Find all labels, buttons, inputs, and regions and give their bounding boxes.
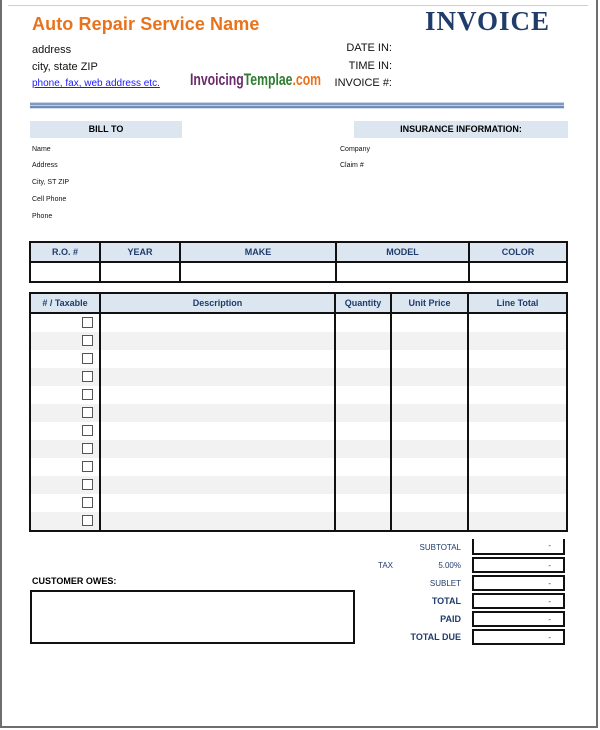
total-due-value: - bbox=[472, 629, 565, 645]
unit-price-cell[interactable] bbox=[391, 422, 468, 440]
taxable-checkbox[interactable] bbox=[82, 461, 93, 472]
description-cell[interactable] bbox=[100, 404, 335, 422]
quantity-cell[interactable] bbox=[335, 476, 391, 494]
taxable-cell[interactable] bbox=[30, 476, 100, 494]
line-items-header bbox=[30, 293, 567, 313]
taxable-cell[interactable] bbox=[30, 404, 100, 422]
company-name: Auto Repair Service Name bbox=[32, 14, 260, 34]
invoice-number-label: INVOICE #: bbox=[334, 77, 392, 89]
line-total-cell[interactable] bbox=[468, 386, 567, 404]
taxable-cell[interactable] bbox=[30, 458, 100, 476]
paid-label: PAID bbox=[440, 614, 461, 624]
line-item-row bbox=[30, 368, 567, 386]
description-cell[interactable] bbox=[100, 350, 335, 368]
quantity-cell[interactable] bbox=[335, 458, 391, 476]
bill-to-city-st-zip: City, ST ZIP bbox=[32, 179, 70, 186]
line-total-cell[interactable] bbox=[468, 440, 567, 458]
line-item-row bbox=[30, 512, 567, 531]
description-cell[interactable] bbox=[100, 512, 335, 531]
taxable-cell[interactable] bbox=[30, 350, 100, 368]
description-cell[interactable] bbox=[100, 422, 335, 440]
description-cell[interactable] bbox=[100, 476, 335, 494]
line-item-row bbox=[30, 476, 567, 494]
taxable-cell[interactable] bbox=[30, 313, 100, 332]
col-make: MAKE bbox=[180, 242, 336, 262]
subtotal-value: - bbox=[472, 539, 565, 555]
line-total-cell[interactable] bbox=[468, 512, 567, 531]
bill-to-cell-phone: Cell Phone bbox=[32, 196, 67, 203]
vehicle-table-header bbox=[30, 242, 567, 262]
col-color: COLOR bbox=[469, 242, 567, 262]
bill-to-phone: Phone bbox=[32, 213, 53, 220]
unit-price-cell[interactable] bbox=[391, 494, 468, 512]
quantity-cell[interactable] bbox=[335, 313, 391, 332]
color-cell[interactable] bbox=[469, 262, 567, 282]
bill-to-address: Address bbox=[32, 162, 58, 169]
taxable-checkbox[interactable] bbox=[82, 515, 93, 526]
vehicle-table bbox=[29, 241, 568, 283]
quantity-cell[interactable] bbox=[335, 350, 391, 368]
time-in-label: TIME IN: bbox=[348, 60, 392, 72]
unit-price-cell[interactable] bbox=[391, 350, 468, 368]
line-item-row bbox=[30, 386, 567, 404]
taxable-checkbox[interactable] bbox=[82, 479, 93, 490]
date-in-label: DATE IN: bbox=[346, 42, 392, 54]
description-cell[interactable] bbox=[100, 386, 335, 404]
quantity-cell[interactable] bbox=[335, 404, 391, 422]
taxable-cell[interactable] bbox=[30, 422, 100, 440]
subtotal-label: SUBTOTAL bbox=[419, 543, 461, 552]
description-cell[interactable] bbox=[100, 458, 335, 476]
taxable-cell[interactable] bbox=[30, 512, 100, 531]
taxable-checkbox[interactable] bbox=[82, 407, 93, 418]
line-total-cell[interactable] bbox=[468, 332, 567, 350]
taxable-cell[interactable] bbox=[30, 386, 100, 404]
taxable-cell[interactable] bbox=[30, 368, 100, 386]
customer-owes-box[interactable] bbox=[30, 590, 355, 644]
tax-label: TAX bbox=[378, 561, 393, 570]
bill-to-name: Name bbox=[32, 146, 51, 153]
line-item-row bbox=[30, 458, 567, 476]
col-ro-number: R.O. # bbox=[30, 242, 100, 262]
taxable-checkbox[interactable] bbox=[82, 389, 93, 400]
description-cell[interactable] bbox=[100, 332, 335, 350]
ro-number-cell[interactable] bbox=[30, 262, 100, 282]
line-total-cell[interactable] bbox=[468, 494, 567, 512]
logo-part-templae: Templae bbox=[243, 70, 293, 89]
line-item-row bbox=[30, 494, 567, 512]
bill-to-heading: BILL TO bbox=[30, 121, 182, 138]
col-model: MODEL bbox=[336, 242, 469, 262]
taxable-cell[interactable] bbox=[30, 332, 100, 350]
total-value: - bbox=[472, 593, 565, 609]
col-year: YEAR bbox=[100, 242, 180, 262]
logo-part-invoicing: Invoicing bbox=[190, 70, 244, 89]
make-cell[interactable] bbox=[180, 262, 336, 282]
line-item-row bbox=[30, 422, 567, 440]
taxable-cell[interactable] bbox=[30, 440, 100, 458]
header-divider-stripe bbox=[30, 102, 564, 109]
line-total-cell[interactable] bbox=[468, 350, 567, 368]
unit-price-cell[interactable] bbox=[391, 313, 468, 332]
quantity-cell[interactable] bbox=[335, 368, 391, 386]
total-due-label: TOTAL DUE bbox=[410, 632, 461, 642]
unit-price-cell[interactable] bbox=[391, 512, 468, 531]
taxable-checkbox[interactable] bbox=[82, 335, 93, 346]
company-address: address bbox=[32, 44, 72, 56]
taxable-checkbox[interactable] bbox=[82, 317, 93, 328]
quantity-cell[interactable] bbox=[335, 332, 391, 350]
tax-value: - bbox=[472, 557, 565, 573]
unit-price-cell[interactable] bbox=[391, 368, 468, 386]
line-item-row bbox=[30, 440, 567, 458]
logo-part-com: .com bbox=[292, 70, 322, 89]
description-cell[interactable] bbox=[100, 440, 335, 458]
col-quantity: Quantity bbox=[335, 293, 391, 313]
quantity-cell[interactable] bbox=[335, 494, 391, 512]
quantity-cell[interactable] bbox=[335, 440, 391, 458]
description-cell[interactable] bbox=[100, 494, 335, 512]
line-total-cell[interactable] bbox=[468, 313, 567, 332]
col-description: Description bbox=[100, 293, 335, 313]
quantity-cell[interactable] bbox=[335, 512, 391, 531]
unit-price-cell[interactable] bbox=[391, 458, 468, 476]
taxable-checkbox[interactable] bbox=[82, 425, 93, 436]
sublet-value[interactable]: - bbox=[472, 575, 565, 591]
contact-link[interactable]: phone, fax, web address etc. bbox=[32, 78, 160, 89]
insurance-company: Company bbox=[340, 146, 370, 153]
description-cell[interactable] bbox=[100, 313, 335, 332]
tax-rate[interactable]: 5.00% bbox=[438, 561, 461, 570]
vehicle-row bbox=[30, 262, 567, 282]
unit-price-cell[interactable] bbox=[391, 440, 468, 458]
paid-value[interactable]: - bbox=[472, 611, 565, 627]
taxable-checkbox[interactable] bbox=[82, 497, 93, 508]
unit-price-cell[interactable] bbox=[391, 476, 468, 494]
col-line-total: Line Total bbox=[468, 293, 567, 313]
line-total-cell[interactable] bbox=[468, 404, 567, 422]
description-cell[interactable] bbox=[100, 368, 335, 386]
unit-price-cell[interactable] bbox=[391, 404, 468, 422]
invoice-title: INVOICE bbox=[425, 6, 550, 36]
line-total-cell[interactable] bbox=[468, 422, 567, 440]
line-total-cell[interactable] bbox=[468, 458, 567, 476]
col-unit-price: Unit Price bbox=[391, 293, 468, 313]
quantity-cell[interactable] bbox=[335, 386, 391, 404]
year-cell[interactable] bbox=[100, 262, 180, 282]
taxable-cell[interactable] bbox=[30, 494, 100, 512]
insurance-claim-number: Claim # bbox=[340, 162, 364, 169]
line-item-row bbox=[30, 350, 567, 368]
company-city-state-zip: city, state ZIP bbox=[32, 61, 98, 73]
sublet-label: SUBLET bbox=[429, 579, 461, 588]
insurance-heading: INSURANCE INFORMATION: bbox=[354, 121, 568, 138]
col-taxable: # / Taxable bbox=[30, 293, 100, 313]
taxable-checkbox[interactable] bbox=[82, 353, 93, 364]
line-total-cell[interactable] bbox=[468, 368, 567, 386]
line-item-row bbox=[30, 332, 567, 350]
taxable-checkbox[interactable] bbox=[82, 371, 93, 382]
model-cell[interactable] bbox=[336, 262, 469, 282]
unit-price-cell[interactable] bbox=[391, 386, 468, 404]
taxable-checkbox[interactable] bbox=[82, 443, 93, 454]
customer-owes-label: CUSTOMER OWES: bbox=[32, 576, 117, 586]
total-label: TOTAL bbox=[431, 596, 461, 606]
line-item-row bbox=[30, 404, 567, 422]
quantity-cell[interactable] bbox=[335, 422, 391, 440]
line-total-cell[interactable] bbox=[468, 476, 567, 494]
line-item-row bbox=[30, 313, 567, 332]
line-items-table bbox=[29, 292, 568, 532]
unit-price-cell[interactable] bbox=[391, 332, 468, 350]
